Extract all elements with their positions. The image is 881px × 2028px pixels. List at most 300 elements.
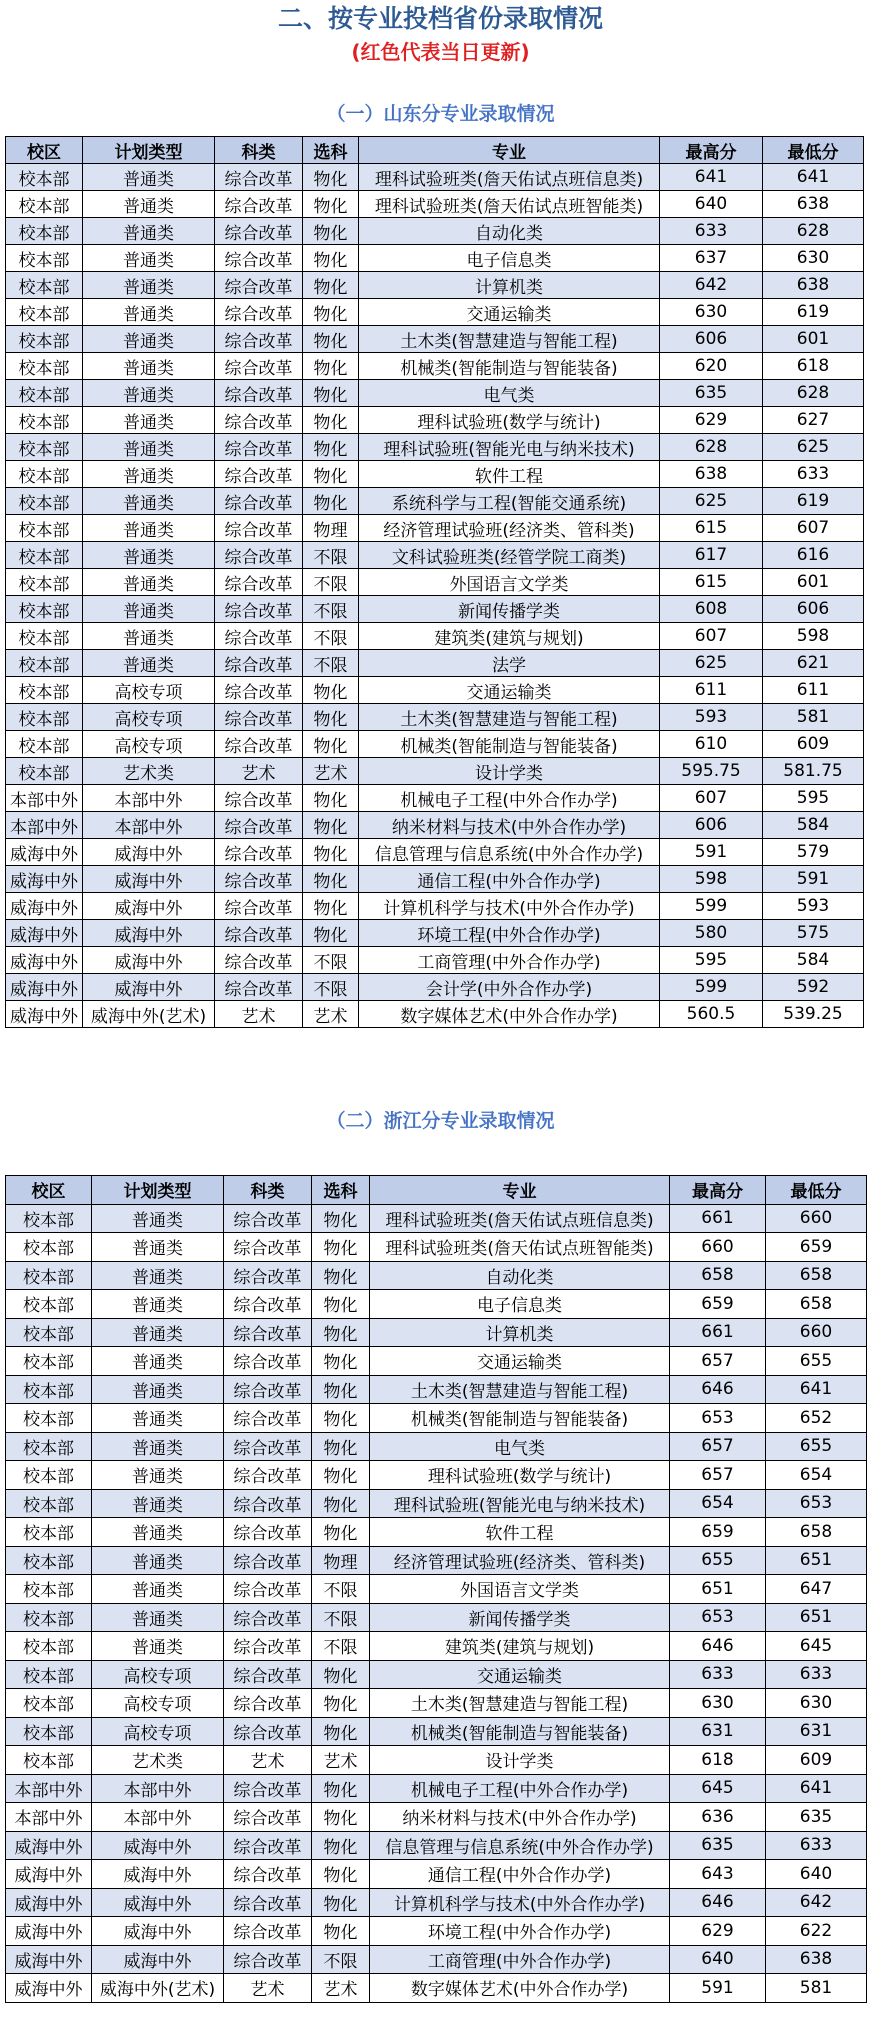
cell-max-score: 640 (670, 1945, 766, 1974)
cell-campus: 本部中外 (6, 812, 83, 839)
table-row (6, 245, 864, 272)
cell-category: 综合改革 (215, 920, 303, 947)
cell-campus: 威海中外 (6, 1001, 83, 1028)
cell-subject-selection: 物化 (303, 785, 359, 812)
cell-campus: 校本部 (6, 650, 83, 677)
cell-plan-type: 普通类 (92, 1546, 224, 1575)
cell-category: 综合改革 (224, 1518, 312, 1547)
cell-campus: 校本部 (6, 542, 83, 569)
table-header-row (6, 1176, 867, 1205)
cell-max-score: 580 (660, 920, 763, 947)
cell-subject-selection: 物化 (312, 1774, 370, 1803)
cell-subject-selection: 物化 (312, 1432, 370, 1461)
cell-subject-selection: 物化 (312, 1518, 370, 1547)
cell-category: 艺术 (215, 758, 303, 785)
cell-min-score: 630 (763, 245, 864, 272)
cell-major: 信息管理与信息系统(中外合作办学) (359, 839, 660, 866)
cell-plan-type: 普通类 (83, 326, 215, 353)
cell-plan-type: 普通类 (83, 353, 215, 380)
cell-max-score: 633 (660, 218, 763, 245)
cell-category: 综合改革 (215, 515, 303, 542)
cell-campus: 校本部 (6, 1518, 92, 1547)
table-row (6, 677, 864, 704)
cell-campus: 校本部 (6, 1546, 92, 1575)
cell-subject-selection: 物化 (303, 164, 359, 191)
cell-subject-selection: 艺术 (312, 1974, 370, 2003)
cell-plan-type: 本部中外 (83, 785, 215, 812)
cell-max-score: 607 (660, 623, 763, 650)
cell-category: 艺术 (215, 1001, 303, 1028)
cell-major: 机械类(智能制造与智能装备) (359, 353, 660, 380)
cell-subject-selection: 物化 (312, 1689, 370, 1718)
cell-min-score: 635 (766, 1803, 867, 1832)
cell-campus: 校本部 (6, 623, 83, 650)
cell-campus: 校本部 (6, 1575, 92, 1604)
cell-max-score: 625 (660, 488, 763, 515)
table-row (6, 1404, 867, 1433)
cell-category: 综合改革 (224, 1660, 312, 1689)
cell-subject-selection: 物理 (303, 515, 359, 542)
col-header-max-score: 最高分 (670, 1176, 766, 1205)
cell-max-score: 657 (670, 1432, 766, 1461)
cell-major: 新闻传播学类 (359, 596, 660, 623)
table-row (6, 218, 864, 245)
cell-plan-type: 普通类 (92, 1489, 224, 1518)
table-row (6, 1974, 867, 2003)
cell-plan-type: 威海中外 (92, 1888, 224, 1917)
table-row (6, 920, 864, 947)
cell-category: 综合改革 (224, 1347, 312, 1376)
cell-max-score: 595.75 (660, 758, 763, 785)
cell-major: 工商管理(中外合作办学) (359, 947, 660, 974)
cell-subject-selection: 物化 (303, 812, 359, 839)
cell-plan-type: 普通类 (83, 191, 215, 218)
cell-category: 综合改革 (224, 1860, 312, 1889)
cell-max-score: 617 (660, 542, 763, 569)
cell-category: 综合改革 (215, 164, 303, 191)
cell-subject-selection: 物化 (303, 380, 359, 407)
table-row (6, 326, 864, 353)
col-header-category: 科类 (215, 137, 303, 164)
cell-max-score: 646 (670, 1888, 766, 1917)
cell-subject-selection: 不限 (312, 1603, 370, 1632)
cell-campus: 校本部 (6, 569, 83, 596)
cell-min-score: 606 (763, 596, 864, 623)
cell-subject-selection: 物化 (303, 218, 359, 245)
cell-major: 经济管理试验班(经济类、管科类) (359, 515, 660, 542)
cell-min-score: 619 (763, 488, 864, 515)
cell-max-score: 640 (660, 191, 763, 218)
cell-category: 综合改革 (215, 326, 303, 353)
table-row (6, 758, 864, 785)
cell-plan-type: 普通类 (92, 1461, 224, 1490)
cell-plan-type: 普通类 (92, 1404, 224, 1433)
cell-subject-selection: 物化 (312, 1347, 370, 1376)
cell-min-score: 659 (766, 1233, 867, 1262)
cell-min-score: 625 (763, 434, 864, 461)
cell-max-score: 646 (670, 1375, 766, 1404)
cell-subject-selection: 不限 (303, 650, 359, 677)
cell-min-score: 638 (766, 1945, 867, 1974)
cell-plan-type: 普通类 (83, 434, 215, 461)
cell-min-score: 595 (763, 785, 864, 812)
cell-min-score: 584 (763, 812, 864, 839)
cell-subject-selection: 物化 (303, 677, 359, 704)
cell-max-score: 637 (660, 245, 763, 272)
cell-subject-selection: 物化 (303, 191, 359, 218)
cell-campus: 威海中外 (6, 1945, 92, 1974)
cell-plan-type: 威海中外(艺术) (92, 1974, 224, 2003)
cell-plan-type: 普通类 (83, 407, 215, 434)
cell-plan-type: 普通类 (83, 623, 215, 650)
cell-subject-selection: 不限 (312, 1945, 370, 1974)
cell-category: 综合改革 (215, 569, 303, 596)
cell-category: 综合改革 (224, 1489, 312, 1518)
cell-max-score: 625 (660, 650, 763, 677)
cell-plan-type: 高校专项 (92, 1717, 224, 1746)
cell-subject-selection: 物化 (303, 461, 359, 488)
table-row (6, 164, 864, 191)
cell-subject-selection: 物化 (312, 1375, 370, 1404)
cell-max-score: 593 (660, 704, 763, 731)
cell-campus: 校本部 (6, 191, 83, 218)
cell-subject-selection: 物化 (312, 1461, 370, 1490)
cell-campus: 校本部 (6, 407, 83, 434)
cell-major: 数字媒体艺术(中外合作办学) (370, 1974, 670, 2003)
col-header-min-score: 最低分 (763, 137, 864, 164)
table-row (6, 1290, 867, 1319)
cell-major: 经济管理试验班(经济类、管科类) (370, 1546, 670, 1575)
cell-max-score: 653 (670, 1404, 766, 1433)
table-row (6, 596, 864, 623)
cell-plan-type: 艺术类 (83, 758, 215, 785)
cell-campus: 校本部 (6, 272, 83, 299)
cell-major: 信息管理与信息系统(中外合作办学) (370, 1831, 670, 1860)
cell-major: 交通运输类 (370, 1660, 670, 1689)
table-row (6, 1347, 867, 1376)
cell-major: 交通运输类 (359, 299, 660, 326)
cell-min-score: 641 (763, 164, 864, 191)
cell-subject-selection: 物化 (312, 1318, 370, 1347)
cell-max-score: 615 (660, 515, 763, 542)
cell-major: 纳米材料与技术(中外合作办学) (359, 812, 660, 839)
cell-min-score: 621 (763, 650, 864, 677)
cell-max-score: 657 (670, 1461, 766, 1490)
cell-campus: 本部中外 (6, 1774, 92, 1803)
cell-major: 设计学类 (359, 758, 660, 785)
cell-subject-selection: 物化 (312, 1404, 370, 1433)
cell-max-score: 657 (670, 1347, 766, 1376)
cell-min-score: 581 (766, 1974, 867, 2003)
cell-category: 艺术 (224, 1746, 312, 1775)
cell-category: 综合改革 (215, 596, 303, 623)
cell-subject-selection: 不限 (312, 1632, 370, 1661)
cell-max-score: 643 (670, 1860, 766, 1889)
table-row (6, 542, 864, 569)
cell-max-score: 560.5 (660, 1001, 763, 1028)
cell-max-score: 591 (660, 839, 763, 866)
cell-subject-selection: 物化 (303, 839, 359, 866)
cell-min-score: 616 (763, 542, 864, 569)
col-header-subject-selection: 选科 (312, 1176, 370, 1205)
cell-campus: 校本部 (6, 245, 83, 272)
cell-plan-type: 威海中外 (92, 1860, 224, 1889)
cell-max-score: 598 (660, 866, 763, 893)
cell-major: 理科试验班(智能光电与纳米技术) (359, 434, 660, 461)
cell-campus: 威海中外 (6, 1860, 92, 1889)
cell-major: 法学 (359, 650, 660, 677)
cell-major: 理科试验班(数学与统计) (370, 1461, 670, 1490)
cell-campus: 本部中外 (6, 785, 83, 812)
table-row (6, 1917, 867, 1946)
cell-category: 综合改革 (224, 1233, 312, 1262)
cell-category: 综合改革 (224, 1575, 312, 1604)
cell-major: 电气类 (370, 1432, 670, 1461)
shandong-admission-table (5, 136, 864, 1028)
table-row (6, 434, 864, 461)
cell-subject-selection: 物化 (303, 866, 359, 893)
cell-max-score: 653 (670, 1603, 766, 1632)
table-row (6, 461, 864, 488)
cell-subject-selection: 不限 (303, 569, 359, 596)
cell-major: 土木类(智慧建造与智能工程) (370, 1689, 670, 1718)
table-row (6, 272, 864, 299)
cell-major: 软件工程 (370, 1518, 670, 1547)
cell-category: 综合改革 (215, 191, 303, 218)
cell-major: 土木类(智慧建造与智能工程) (370, 1375, 670, 1404)
table-row (6, 1518, 867, 1547)
cell-campus: 校本部 (6, 758, 83, 785)
cell-major: 计算机科学与技术(中外合作办学) (359, 893, 660, 920)
cell-category: 综合改革 (224, 1803, 312, 1832)
cell-campus: 威海中外 (6, 1888, 92, 1917)
table-row (6, 1575, 867, 1604)
table-row (6, 515, 864, 542)
table-row (6, 299, 864, 326)
cell-subject-selection: 物化 (303, 920, 359, 947)
cell-campus: 校本部 (6, 1489, 92, 1518)
cell-min-score: 633 (766, 1660, 867, 1689)
cell-plan-type: 威海中外 (92, 1831, 224, 1860)
cell-min-score: 653 (766, 1489, 867, 1518)
cell-campus: 校本部 (6, 1603, 92, 1632)
cell-campus: 校本部 (6, 380, 83, 407)
cell-major: 机械类(智能制造与智能装备) (370, 1404, 670, 1433)
cell-category: 综合改革 (224, 1945, 312, 1974)
cell-category: 综合改革 (224, 1603, 312, 1632)
cell-max-score: 641 (660, 164, 763, 191)
cell-category: 综合改革 (215, 785, 303, 812)
table-row (6, 1318, 867, 1347)
cell-subject-selection: 物化 (312, 1717, 370, 1746)
cell-major: 土木类(智慧建造与智能工程) (359, 704, 660, 731)
cell-subject-selection: 物化 (312, 1233, 370, 1262)
table-row (6, 866, 864, 893)
cell-campus: 校本部 (6, 515, 83, 542)
cell-major: 自动化类 (359, 218, 660, 245)
cell-major: 计算机科学与技术(中外合作办学) (370, 1888, 670, 1917)
cell-campus: 校本部 (6, 434, 83, 461)
cell-plan-type: 普通类 (92, 1204, 224, 1233)
cell-major: 电气类 (359, 380, 660, 407)
cell-plan-type: 威海中外 (83, 974, 215, 1001)
cell-subject-selection: 物化 (312, 1290, 370, 1319)
cell-campus: 校本部 (6, 1746, 92, 1775)
cell-max-score: 646 (670, 1632, 766, 1661)
cell-max-score: 611 (660, 677, 763, 704)
cell-min-score: 581 (763, 704, 864, 731)
cell-min-score: 638 (763, 191, 864, 218)
cell-min-score: 628 (763, 380, 864, 407)
cell-max-score: 635 (660, 380, 763, 407)
cell-max-score: 630 (660, 299, 763, 326)
cell-major: 数字媒体艺术(中外合作办学) (359, 1001, 660, 1028)
cell-plan-type: 普通类 (83, 272, 215, 299)
cell-subject-selection: 不限 (303, 947, 359, 974)
cell-category: 综合改革 (224, 1546, 312, 1575)
cell-campus: 校本部 (6, 1233, 92, 1262)
cell-category: 综合改革 (215, 299, 303, 326)
cell-subject-selection: 物化 (312, 1204, 370, 1233)
cell-max-score: 659 (670, 1518, 766, 1547)
cell-max-score: 655 (670, 1546, 766, 1575)
cell-max-score: 607 (660, 785, 763, 812)
table-row (6, 893, 864, 920)
cell-campus: 校本部 (6, 731, 83, 758)
cell-subject-selection: 艺术 (303, 1001, 359, 1028)
cell-campus: 威海中外 (6, 839, 83, 866)
cell-major: 会计学(中外合作办学) (359, 974, 660, 1001)
cell-major: 建筑类(建筑与规划) (359, 623, 660, 650)
cell-plan-type: 本部中外 (83, 812, 215, 839)
cell-plan-type: 高校专项 (83, 677, 215, 704)
cell-min-score: 631 (766, 1717, 867, 1746)
cell-major: 外国语言文学类 (370, 1575, 670, 1604)
cell-min-score: 652 (766, 1404, 867, 1433)
cell-min-score: 592 (763, 974, 864, 1001)
table-row (6, 731, 864, 758)
table-row (6, 1546, 867, 1575)
table-row (6, 1888, 867, 1917)
cell-category: 综合改革 (215, 623, 303, 650)
col-header-major: 专业 (370, 1176, 670, 1205)
cell-subject-selection: 艺术 (312, 1746, 370, 1775)
col-header-plan-type: 计划类型 (83, 137, 215, 164)
cell-max-score: 606 (660, 326, 763, 353)
cell-max-score: 645 (670, 1774, 766, 1803)
table-header-row (6, 137, 864, 164)
cell-plan-type: 普通类 (83, 461, 215, 488)
cell-campus: 校本部 (6, 1632, 92, 1661)
cell-category: 综合改革 (215, 677, 303, 704)
cell-min-score: 658 (766, 1261, 867, 1290)
cell-category: 综合改革 (215, 407, 303, 434)
table-row (6, 1945, 867, 1974)
cell-category: 综合改革 (215, 704, 303, 731)
cell-min-score: 584 (763, 947, 864, 974)
cell-min-score: 598 (763, 623, 864, 650)
cell-plan-type: 普通类 (92, 1233, 224, 1262)
cell-campus: 校本部 (6, 677, 83, 704)
cell-campus: 校本部 (6, 1347, 92, 1376)
cell-plan-type: 威海中外(艺术) (83, 1001, 215, 1028)
cell-category: 综合改革 (224, 1261, 312, 1290)
cell-subject-selection: 物化 (303, 488, 359, 515)
cell-major: 通信工程(中外合作办学) (370, 1860, 670, 1889)
cell-major: 新闻传播学类 (370, 1603, 670, 1632)
col-header-min-score: 最低分 (766, 1176, 867, 1205)
cell-max-score: 618 (670, 1746, 766, 1775)
cell-plan-type: 本部中外 (92, 1803, 224, 1832)
cell-min-score: 647 (766, 1575, 867, 1604)
cell-subject-selection: 物化 (303, 299, 359, 326)
cell-min-score: 611 (763, 677, 864, 704)
cell-category: 综合改革 (215, 461, 303, 488)
cell-major: 计算机类 (370, 1318, 670, 1347)
cell-category: 综合改革 (224, 1204, 312, 1233)
table-row (6, 353, 864, 380)
cell-category: 综合改革 (224, 1375, 312, 1404)
cell-max-score: 661 (670, 1318, 766, 1347)
table-row (6, 623, 864, 650)
cell-plan-type: 威海中外 (83, 893, 215, 920)
cell-max-score: 629 (660, 407, 763, 434)
cell-subject-selection: 物化 (303, 272, 359, 299)
cell-plan-type: 普通类 (92, 1518, 224, 1547)
cell-campus: 校本部 (6, 299, 83, 326)
cell-campus: 威海中外 (6, 866, 83, 893)
cell-plan-type: 本部中外 (92, 1774, 224, 1803)
cell-min-score: 618 (763, 353, 864, 380)
cell-min-score: 641 (766, 1375, 867, 1404)
cell-subject-selection: 艺术 (303, 758, 359, 785)
cell-category: 综合改革 (215, 866, 303, 893)
cell-plan-type: 威海中外 (83, 920, 215, 947)
cell-min-score: 638 (763, 272, 864, 299)
cell-category: 综合改革 (215, 812, 303, 839)
section-title-shandong: （一）山东分专业录取情况 (326, 103, 555, 125)
cell-major: 电子信息类 (359, 245, 660, 272)
table-row (6, 1746, 867, 1775)
cell-max-score: 620 (660, 353, 763, 380)
cell-min-score: 642 (766, 1888, 867, 1917)
cell-max-score: 659 (670, 1290, 766, 1319)
cell-max-score: 628 (660, 434, 763, 461)
cell-category: 综合改革 (215, 380, 303, 407)
cell-min-score: 619 (763, 299, 864, 326)
cell-plan-type: 艺术类 (92, 1746, 224, 1775)
cell-subject-selection: 物化 (303, 407, 359, 434)
cell-max-score: 615 (660, 569, 763, 596)
cell-subject-selection: 不限 (303, 974, 359, 1001)
table-row (6, 974, 864, 1001)
cell-category: 综合改革 (215, 272, 303, 299)
cell-min-score: 640 (766, 1860, 867, 1889)
cell-major: 通信工程(中外合作办学) (359, 866, 660, 893)
cell-min-score: 655 (766, 1432, 867, 1461)
cell-campus: 校本部 (6, 461, 83, 488)
cell-major: 环境工程(中外合作办学) (359, 920, 660, 947)
cell-category: 综合改革 (215, 731, 303, 758)
cell-max-score: 642 (660, 272, 763, 299)
table-row (6, 191, 864, 218)
cell-major: 机械电子工程(中外合作办学) (370, 1774, 670, 1803)
table-row (6, 569, 864, 596)
cell-campus: 校本部 (6, 1689, 92, 1718)
cell-min-score: 591 (763, 866, 864, 893)
cell-plan-type: 高校专项 (92, 1660, 224, 1689)
cell-category: 综合改革 (224, 1888, 312, 1917)
